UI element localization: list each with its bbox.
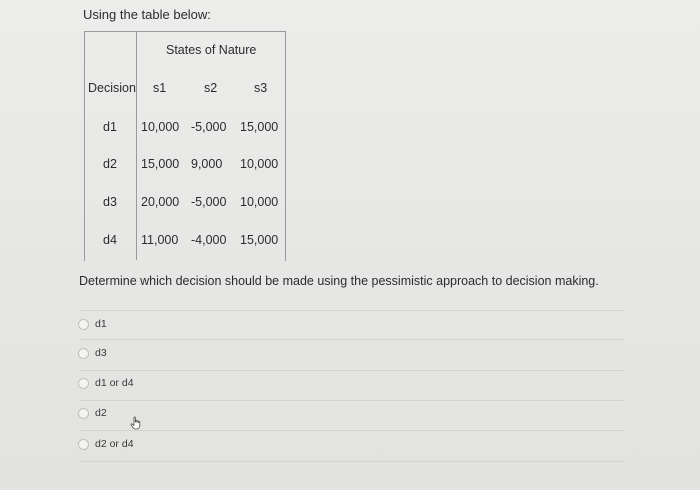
cell-d1-s3: 15,000 xyxy=(240,120,279,134)
state-header-s3: s3 xyxy=(254,81,268,95)
cell-d4-s3: 15,000 xyxy=(240,233,279,247)
option-label: d3 xyxy=(95,347,107,359)
option-divider xyxy=(80,430,625,431)
cell-d1-s2: -5,000 xyxy=(191,120,227,134)
option-divider xyxy=(80,400,625,401)
states-of-nature-header: States of Nature xyxy=(166,43,257,57)
option-divider xyxy=(80,310,625,311)
question-text: Determine which decision should be made using the pessimistic approach to decision making. xyxy=(79,274,599,288)
cell-d1-s1: 10,000 xyxy=(141,120,180,134)
row-decision-d4: d4 xyxy=(103,233,117,247)
cell-d2-s3: 10,000 xyxy=(240,157,279,171)
decision-column-header: Decision xyxy=(88,81,136,95)
row-decision-d2: d2 xyxy=(103,157,117,171)
cell-d2-s2: 9,000 xyxy=(191,157,223,171)
radio-unchecked-icon[interactable] xyxy=(78,439,89,450)
cell-d3-s1: 20,000 xyxy=(141,195,180,209)
table-divider xyxy=(136,31,137,260)
radio-unchecked-icon[interactable] xyxy=(78,408,89,419)
option-divider xyxy=(80,370,625,371)
state-header-s1: s1 xyxy=(153,81,167,95)
intro-text: Using the table below: xyxy=(83,7,211,22)
state-header-s2: s2 xyxy=(204,81,218,95)
cell-d4-s2: -4,000 xyxy=(191,233,227,247)
answer-option-d1[interactable] xyxy=(78,318,107,330)
radio-unchecked-icon[interactable] xyxy=(78,348,89,359)
option-label: d2 xyxy=(95,407,107,419)
answer-option-d2[interactable] xyxy=(78,407,107,419)
option-divider xyxy=(80,339,625,340)
option-divider xyxy=(80,461,625,462)
answer-option-d1-or-d4[interactable] xyxy=(78,377,134,389)
hand-pointer-icon xyxy=(130,416,142,430)
option-label: d1 xyxy=(95,318,107,330)
cell-d4-s1: 11,000 xyxy=(141,233,179,247)
option-label: d1 or d4 xyxy=(95,377,134,389)
payoff-table xyxy=(84,31,286,261)
answer-option-d2-or-d4[interactable] xyxy=(78,438,134,450)
cell-d3-s2: -5,000 xyxy=(191,195,227,209)
cell-d3-s3: 10,000 xyxy=(240,195,279,209)
row-decision-d1: d1 xyxy=(103,120,117,134)
row-decision-d3: d3 xyxy=(103,195,117,209)
radio-unchecked-icon[interactable] xyxy=(78,378,89,389)
answer-option-d3[interactable] xyxy=(78,347,107,359)
option-label: d2 or d4 xyxy=(95,438,134,450)
cell-d2-s1: 15,000 xyxy=(141,157,180,171)
radio-unchecked-icon[interactable] xyxy=(78,319,89,330)
